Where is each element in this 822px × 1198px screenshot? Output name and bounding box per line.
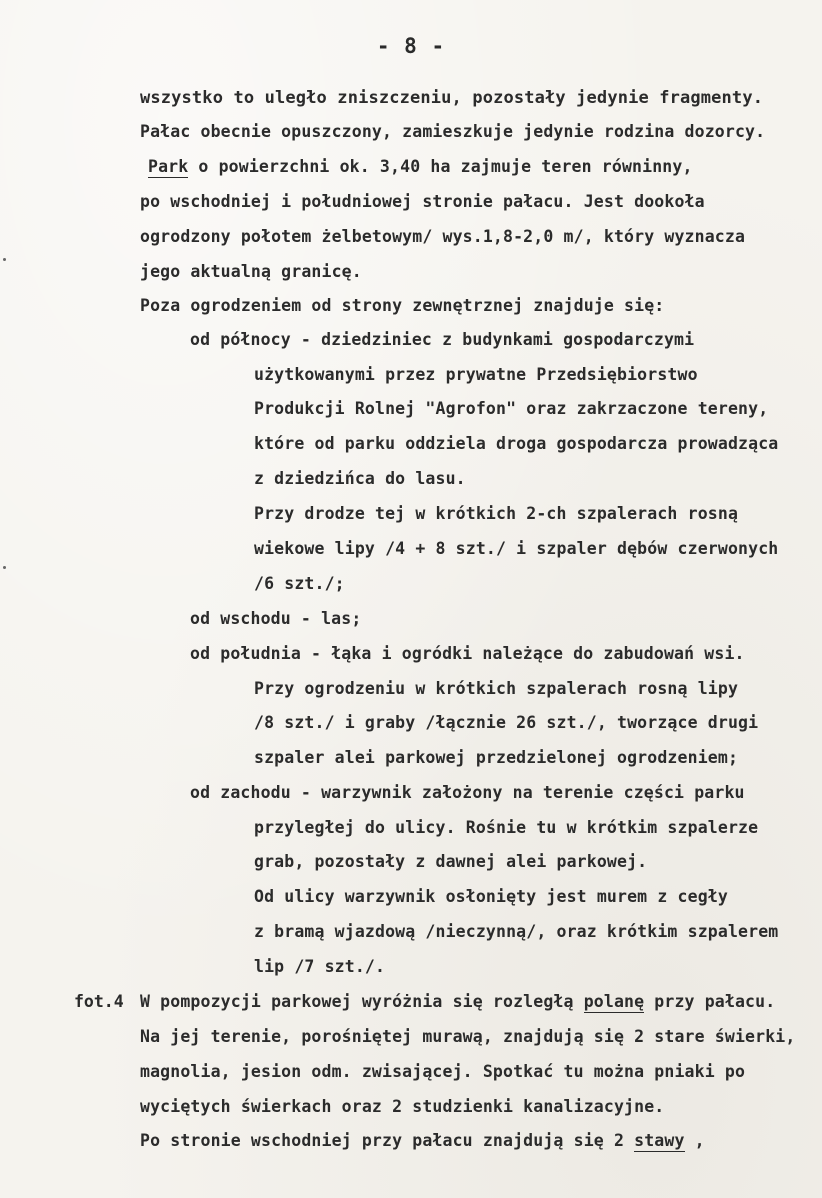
text-line: Od ulicy warzywnik osłonięty jest murem z cegły — [254, 887, 728, 906]
underlined-word-stawy: stawy — [634, 1131, 685, 1150]
text-line: wiekowe lipy /4 + 8 szt./ i szpaler dębów czerwonych — [254, 539, 779, 558]
text-line: od północy - dziedziniec z budynkami gospodarczymi — [190, 330, 695, 349]
text-line: które od parku oddziela droga gospodarcza prowadząca — [254, 434, 779, 453]
text-line: Produkcji Rolnej "Agrofon" oraz zakrzaczone tereny, — [254, 399, 769, 418]
text-line: z bramą wjazdową /nieczynną/, oraz krótkim szpalerem — [254, 922, 779, 941]
underlined-word-park: Park — [148, 157, 189, 176]
text-line: Pałac obecnie opuszczony, zamieszkuje jedynie rodzina dozorcy. — [140, 122, 766, 141]
text-line: wszystko to uległo zniszczeniu, pozostały jedynie fragmenty. — [140, 88, 764, 108]
text-line: /8 szt./ i graby /łącznie 26 szt./, tworzące drugi — [254, 713, 759, 732]
text-line: Przy ogrodzeniu w krótkich szpalerach rosną lipy — [254, 679, 739, 698]
text-line: od zachodu - warzywnik założony na terenie części parku — [190, 783, 745, 802]
text-line: /6 szt./; — [254, 574, 345, 593]
text-line: wyciętych świerkach oraz 2 studzienki kanalizacyjne. — [140, 1097, 665, 1116]
text-line: jego aktualną granicę. — [140, 262, 362, 281]
text-line: z dziedzińca do lasu. — [254, 469, 466, 488]
underlined-word-polane: polanę — [583, 992, 645, 1011]
text-line: od południa - łąka i ogródki należące do zabudowań wsi. — [190, 644, 745, 663]
text-line: Poza ogrodzeniem od strony zewnętrznej znajduje się: — [140, 296, 665, 315]
text-line-park: Park o powierzchni ok. 3,40 ha zajmuje teren równinny, — [148, 157, 693, 176]
scan-mark — [3, 258, 6, 261]
scan-mark — [3, 566, 6, 569]
text-line: użytkowanymi przez prywatne Przedsiębiorstwo — [254, 365, 698, 384]
margin-note-photo-ref: fot.4 — [74, 992, 124, 1011]
text-line: szpaler alei parkowej przedzielonej ogrodzeniem; — [254, 748, 739, 767]
text-line: przyległej do ulicy. Rośnie tu w krótkim szpalerze — [254, 818, 759, 837]
text-line: po wschodniej i południowej stronie pałacu. Jest dookoła — [140, 192, 705, 211]
text-line: ogrodzony połotem żelbetowym/ wys.1,8-2,0 m/, który wyznacza — [140, 227, 746, 246]
text-line: od wschodu - las; — [190, 609, 362, 628]
text-line-polana: W pompozycji parkowej wyróżnia się rozległą polanę przy pałacu. — [140, 992, 776, 1011]
text-line-stawy: Po stronie wschodniej przy pałacu znajdują się 2 stawy , — [140, 1131, 705, 1150]
text-line: Przy drodze tej w krótkich 2-ch szpalerach rosną — [254, 504, 739, 523]
text-line: grab, pozostały z dawnej alei parkowej. — [254, 852, 648, 871]
page-number: - 8 - — [376, 34, 446, 58]
text-line: magnolia, jesion odm. zwisającej. Spotkać tu można pniaki po — [140, 1062, 746, 1081]
text-line: Na jej terenie, porośniętej murawą, znajdują się 2 stare świerki, — [140, 1027, 796, 1046]
text-line: lip /7 szt./. — [254, 957, 386, 976]
